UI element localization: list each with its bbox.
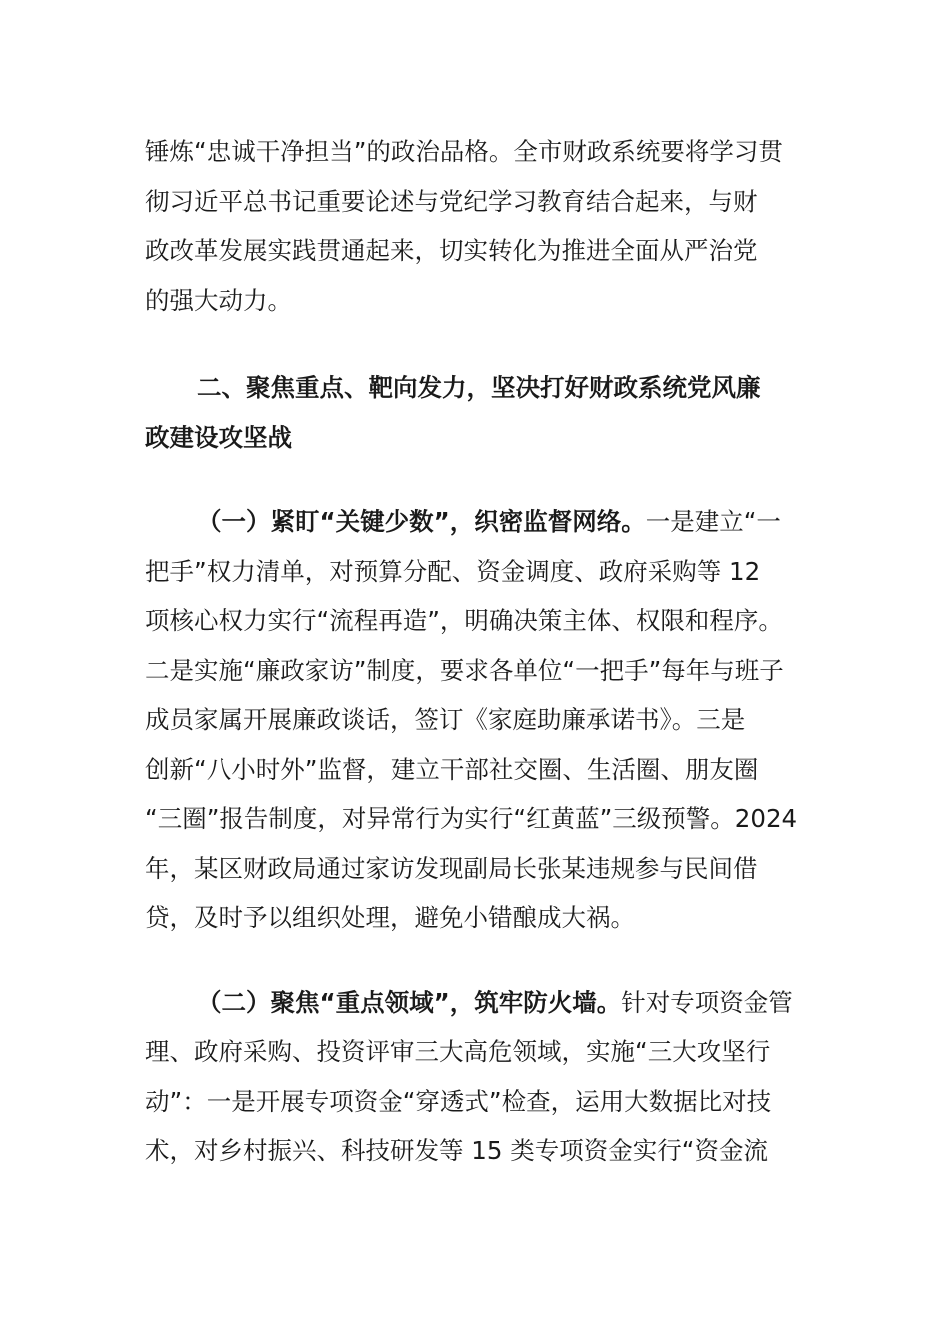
text-line: 项核心权力实行“流程再造”，明确决策主体、权限和程序。 <box>145 606 783 635</box>
heading-line: 二、聚焦重点、靶向发力，坚决打好财政系统党风廉 <box>197 373 761 402</box>
text-line: 术，对乡村振兴、科技研发等 15 类专项资金实行“资金流 <box>145 1136 768 1165</box>
section-heading-2 <box>145 363 805 462</box>
subsection-1 <box>145 497 805 943</box>
text-line: 的强大动力。 <box>145 285 292 315</box>
paragraph-1 <box>145 127 805 325</box>
text-line: “三圈”报告制度，对异常行为实行“红黄蓝”三级预警。2024 <box>145 804 798 833</box>
text-line: 二是实施“廉政家访”制度，要求各单位“一把手”每年与班子 <box>145 655 784 685</box>
text-line: 成员家属开展廉政谈话，签订《家庭助廉承诺书》。三是 <box>145 705 746 734</box>
subsection-first-line <box>145 497 805 547</box>
text-line: 把手”权力清单，对预算分配、资金调度、政府采购等 12 <box>145 556 761 586</box>
subsection-title: （一）紧盯“关键少数”，织密监督网络。 <box>197 507 646 536</box>
subsection-first-line <box>145 978 805 1028</box>
text-span: 针对专项资金管 <box>621 987 793 1017</box>
subsection-title: （二）聚焦“重点领域”，筑牢防火墙。 <box>197 987 622 1017</box>
text-line: 彻习近平总书记重要论述与党纪学习教育结合起来，与财 <box>145 186 758 216</box>
text-line: 锤炼“忠诚干净担当”的政治品格。全市财政系统要将学习贯 <box>145 137 783 166</box>
text-line: 理、政府采购、投资评审三大高危领域，实施“三大攻坚行 <box>145 1037 771 1066</box>
text-line: 政改革发展实践贯通起来，切实转化为推进全面从严治党 <box>145 236 758 265</box>
text-line: 年，某区财政局通过家访发现副局长张某违规参与民间借 <box>145 853 758 883</box>
text-span: 一是建立“一 <box>645 507 781 536</box>
document-page <box>145 127 805 1176</box>
text-line: 贷，及时予以组织处理，避免小错酿成大祸。 <box>145 903 635 932</box>
heading-line: 政建设攻坚战 <box>145 422 292 452</box>
subsection-2 <box>145 978 805 1176</box>
text-line: 创新“八小时外”监督，建立干部社交圈、生活圈、朋友圈 <box>145 754 759 784</box>
text-line: 动”：一是开展专项资金“穿透式”检查，运用大数据比对技 <box>145 1086 772 1116</box>
